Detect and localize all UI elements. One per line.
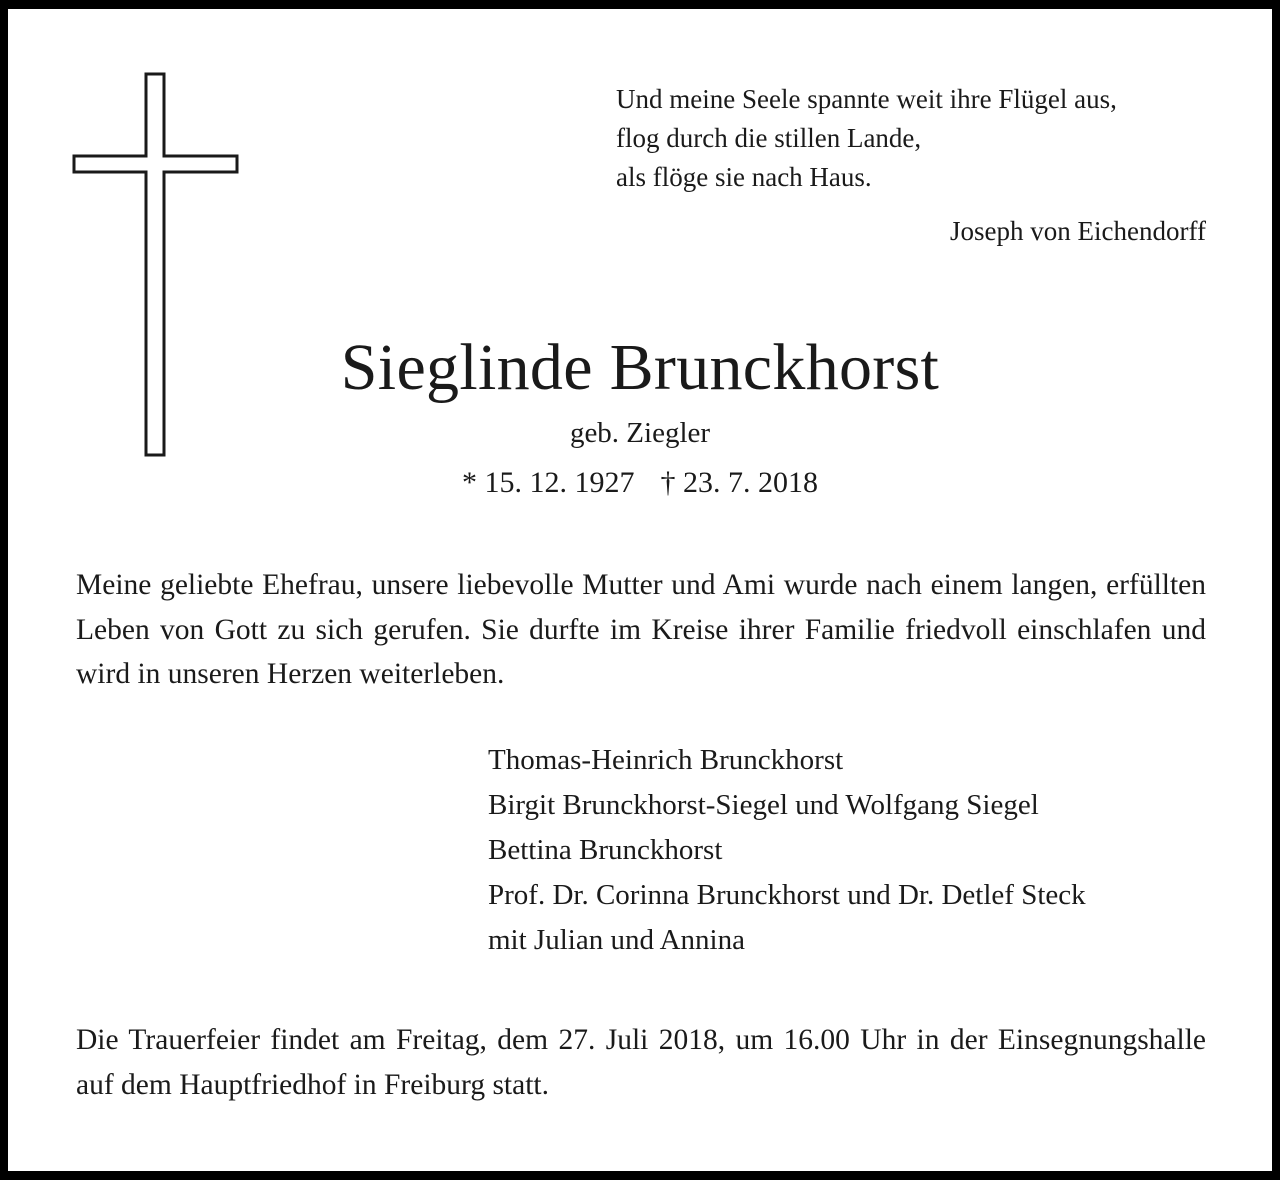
survivor-name: mit Julian und Annina — [488, 924, 745, 956]
death-date: † 23. 7. 2018 — [660, 466, 818, 499]
maiden-name: geb. Ziegler — [569, 417, 711, 449]
funeral-service-info: Die Trauerfeier findet am Freitag, dem 27. Juli 2018, um 16.00 Uhr in der Einsegnungshalle auf dem Hauptfriedhof in Freiburg statt. — [76, 1024, 1206, 1101]
announcement-text: Meine geliebte Ehefrau, unsere liebevolle Mutter und Ami wurde nach einem langen, erfüllten Leben von Gott zu sich gerufen. Sie durfte im Kreise ihrer Familie friedvoll einschlafen und wird in unseren Herzen weiterleben. — [76, 569, 1206, 690]
survivor-name: Thomas-Heinrich Brunckhorst — [488, 744, 844, 776]
poem-line: Und meine Seele spannte weit ihre Flügel aus, — [616, 84, 1117, 114]
survivor-name: Prof. Dr. Corinna Brunckhorst und Dr. Detlef Steck — [488, 879, 1086, 911]
poem-author: Joseph von Eichendorff — [950, 216, 1206, 246]
poem-line: als flöge sie nach Haus. — [616, 162, 872, 192]
birth-date: * 15. 12. 1927 — [462, 466, 635, 499]
survivor-name: Birgit Brunckhorst-Siegel und Wolfgang Siegel — [488, 789, 1039, 821]
poem — [616, 80, 1206, 197]
survivor-name: Bettina Brunckhorst — [488, 834, 723, 866]
life-dates — [0, 463, 1280, 503]
survivors-list — [488, 738, 1218, 963]
deceased-name: Sieglinde Brunckhorst — [340, 331, 940, 404]
poem-line: flog durch die stillen Lande, — [616, 123, 922, 153]
